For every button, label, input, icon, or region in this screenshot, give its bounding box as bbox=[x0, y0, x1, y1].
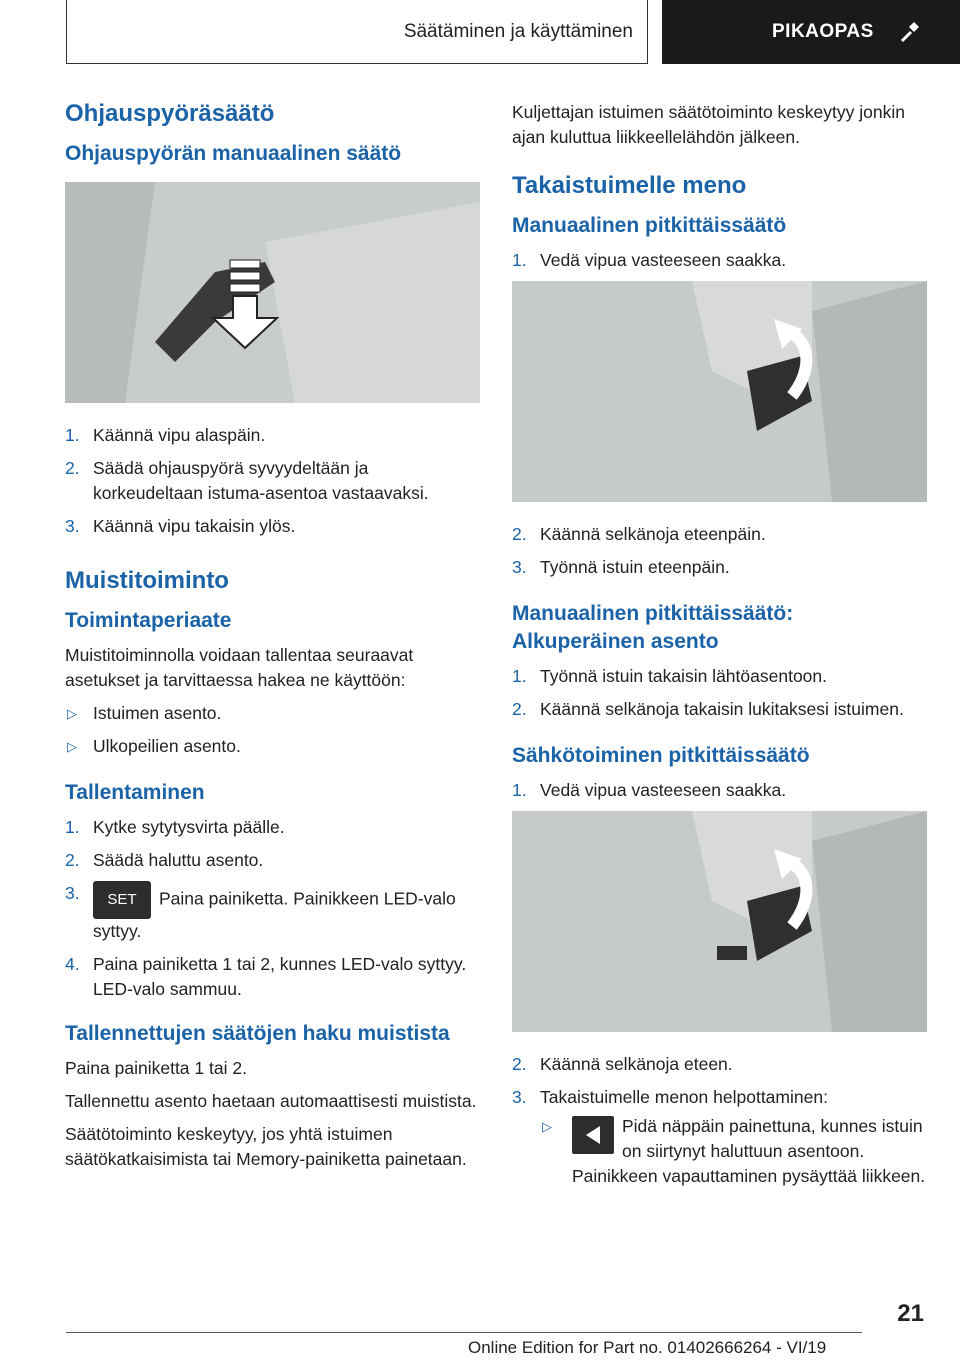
recall-text-3: Säätötoiminto keskeytyy, jos yhtä istuimen säätökatkaisimista tai Memory-painiketta painetaan. bbox=[65, 1124, 467, 1169]
list-item: 3. Takaistuimelle menon helpottaminen: bbox=[512, 1087, 828, 1107]
header-guide-title: PIKAOPAS bbox=[772, 21, 874, 42]
electric-sub-item: ▷ Pidä näppäin painettuna, kunnes istuin on siirtynyt haluttuun asentoon. Painikkeen vapauttaminen pysäyttää liikkeen. bbox=[512, 1114, 927, 1189]
heading-manual-original: Manuaalinen pitkittäissäätö: Alkuperäinen asento bbox=[512, 602, 794, 653]
list-item: 2. Säädä ohjauspyörä syvyydeltään ja korkeudeltaan istuma-asentoa vastaavaksi. bbox=[65, 458, 429, 503]
header-guide bbox=[662, 0, 960, 64]
principle-text: Muistitoiminnolla voidaan tallentaa seuraavat asetukset ja tarvittaessa hakea ne käyttöön: bbox=[65, 645, 414, 690]
list-item: ▷ Istuimen asento. bbox=[65, 701, 480, 726]
heading-recall: Tallennettujen säätöjen haku muistista bbox=[65, 1022, 450, 1045]
list-item: 4. Paina painiketta 1 tai 2, kunnes LED-valo syttyy. LED-valo sammuu. bbox=[65, 954, 467, 999]
list-item: 1. Vedä vipua vasteeseen saakka. bbox=[512, 250, 787, 270]
heading-steering: Ohjauspyöräsäätö bbox=[65, 100, 275, 127]
triangle-bullet-icon: ▷ bbox=[67, 706, 77, 721]
heading-manual-long: Manuaalinen pitkittäissäätö bbox=[512, 214, 787, 237]
list-item: 2. Säädä haluttu asento. bbox=[65, 850, 264, 870]
manual-steps bbox=[512, 522, 927, 580]
heading-principle: Toimintaperiaate bbox=[65, 609, 232, 632]
list-item: 3. Käännä vipu takaisin ylös. bbox=[65, 516, 296, 536]
right-column bbox=[512, 100, 927, 1189]
heading-manual-steering: Ohjauspyörän manuaalinen säätö bbox=[65, 142, 402, 165]
saving-steps bbox=[65, 815, 480, 1002]
heading-saving: Tallentaminen bbox=[65, 781, 205, 804]
triangle-bullet-icon: ▷ bbox=[542, 1119, 552, 1134]
list-item: 1. Käännä vipu alaspäin. bbox=[65, 425, 266, 445]
steering-lever-illustration bbox=[65, 182, 480, 403]
electric-step-1-list bbox=[512, 778, 927, 803]
recall-text-2: Tallennettu asento haetaan automaattisesti muistista. bbox=[65, 1091, 477, 1111]
list-item: 2. Käännä selkänoja eteen. bbox=[512, 1054, 733, 1074]
seat-lever-illustration bbox=[512, 281, 927, 502]
heading-rear-entry: Takaistuimelle meno bbox=[512, 172, 747, 199]
list-item: ▷ Ulkopeilien asento. bbox=[65, 734, 480, 759]
principle-bullets bbox=[65, 701, 480, 759]
electric-seat-illustration bbox=[512, 811, 927, 1032]
manual-step-1-list bbox=[512, 248, 927, 273]
original-steps bbox=[512, 664, 927, 722]
list-item: 1. Vedä vipua vasteeseen saakka. bbox=[512, 780, 787, 800]
intro-text: Kuljettajan istuimen säätötoiminto keskeytyy jonkin ajan kuluttua liikkeellelähdön jälkeen. bbox=[512, 102, 905, 147]
wrench-icon bbox=[900, 21, 920, 43]
page-number: 21 bbox=[897, 1300, 924, 1327]
header-section bbox=[66, 0, 648, 64]
electric-steps bbox=[512, 1052, 927, 1110]
heading-electric: Sähkötoiminen pitkittäissäätö bbox=[512, 744, 810, 767]
back-arrow-button-icon bbox=[572, 1116, 614, 1154]
list-item: 3. Työnnä istuin eteenpäin. bbox=[512, 557, 730, 577]
recall-text-1: Paina painiketta 1 tai 2. bbox=[65, 1058, 247, 1078]
list-item: 3. SET Paina painiketta. Painikkeen LED-valo syttyy. bbox=[65, 883, 456, 941]
list-item: 1. Työnnä istuin takaisin lähtöasentoon. bbox=[512, 666, 827, 686]
list-item: 1. Kytke sytytysvirta päälle. bbox=[65, 817, 285, 837]
list-item: 2. Käännä selkänoja takaisin lukitaksesi istuimen. bbox=[512, 699, 904, 719]
left-column bbox=[65, 100, 480, 1180]
header-section-title: Säätäminen ja käyttäminen bbox=[403, 20, 633, 42]
list-item: 2. Käännä selkänoja eteenpäin. bbox=[512, 524, 766, 544]
heading-memory: Muistitoiminto bbox=[65, 567, 229, 594]
footer-edition: Online Edition for Part no. 01402666264 - VI/19 bbox=[468, 1338, 827, 1357]
steering-steps bbox=[65, 423, 480, 539]
set-button-icon: SET bbox=[93, 881, 151, 919]
triangle-bullet-icon: ▷ bbox=[67, 739, 77, 754]
footer-divider bbox=[66, 1332, 862, 1333]
electric-sub-text-2: Painikkeen vapauttaminen pysäyttää liikkeen. bbox=[572, 1166, 926, 1186]
